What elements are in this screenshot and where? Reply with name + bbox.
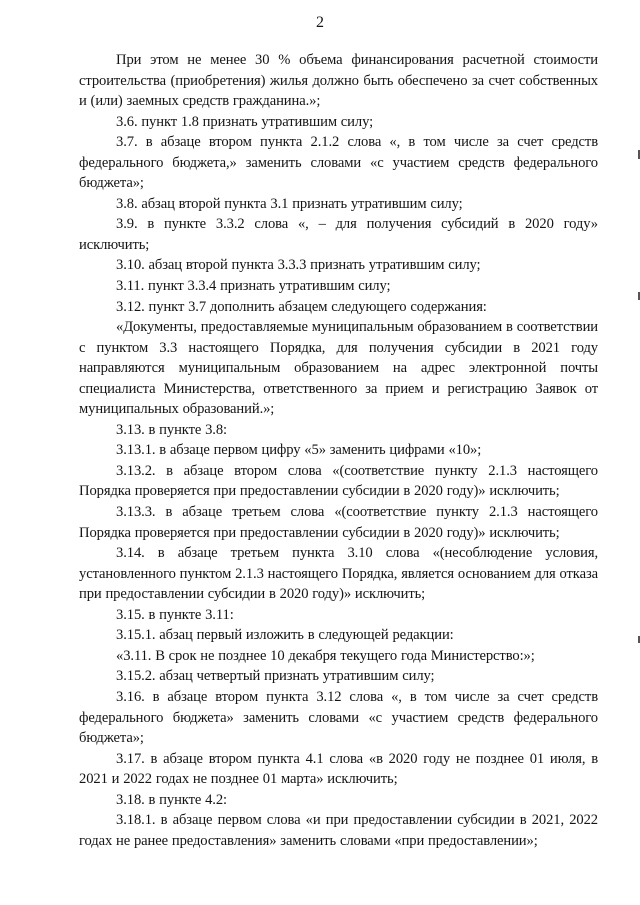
paragraph: 3.9. в пункте 3.3.2 слова «, – для получения субсидий в 2020 году» исключить;	[79, 216, 598, 253]
paragraph: 3.6. пункт 1.8 признать утратившим силу;	[116, 113, 374, 130]
paragraph: 3.18. в пункте 4.2:	[116, 791, 227, 808]
paragraph: 3.13.1. в абзаце первом цифру «5» заменить цифрами «10»;	[116, 442, 482, 459]
paragraph: «3.11. В срок не позднее 10 декабря текущего года Министерство:»;	[116, 647, 535, 664]
paragraph: 3.13.3. в абзаце третьем слова «(соответствие пункту 2.1.3 настоящего Порядка проверяется при предоставлении субсидии в 2020 году)» исключить;	[79, 504, 598, 541]
paragraph: 3.15.2. абзац четвертый признать утратившим силу;	[116, 668, 435, 685]
paragraph: 3.15.1. абзац первый изложить в следующей редакции:	[116, 627, 454, 644]
paragraph: 3.17. в абзаце втором пункта 4.1 слова «в 2020 году не позднее 01 июля, в 2021 и 2022 годах не позднее 01 марта» исключить;	[79, 750, 598, 788]
paragraph: 3.11. пункт 3.3.4 признать утратившим силу;	[116, 278, 391, 295]
paragraph: 3.14. в абзаце третьем пункта 3.10 слова «(несоблюдение условия, установленного пунктом 2.1.3 настоящего Порядка, является основанием для отказа при предоставлении субсидии в 2020 году)» исключить;	[79, 545, 598, 603]
paragraph: 3.13.2. в абзаце втором слова «(соответствие пункту 2.1.3 настоящего Порядка проверяется при предоставлении субсидии в 2020 году)» исключить;	[79, 462, 598, 500]
document-body	[79, 50, 598, 851]
page-number: 2	[316, 14, 324, 31]
paragraph: 3.7. в абзаце втором пункта 2.1.2 слова «, в том числе за счет средств федерального бюджета,» заменить словами «с участием средств федерального бюджета»;	[79, 134, 598, 192]
paragraph: 3.18.1. в абзаце первом слова «и при предоставлении субсидии в 2021, 2022 годах не ранее предоставления» заменить словами «при предоставлении»;	[79, 812, 598, 849]
paragraph: 3.10. абзац второй пункта 3.3.3 признать утратившим силу;	[116, 257, 481, 274]
paragraph: 3.15. в пункте 3.11:	[116, 606, 234, 623]
paragraph: 3.13. в пункте 3.8:	[116, 421, 227, 438]
paragraph: 3.8. абзац второй пункта 3.1 признать утратившим силу;	[116, 195, 463, 212]
paragraph: 3.16. в абзаце втором пункта 3.12 слова «, в том числе за счет средств федерального бюджета» заменить словами «с участием средств федерального бюджета»;	[79, 688, 598, 747]
paragraph: 3.12. пункт 3.7 дополнить абзацем следующего содержания:	[116, 298, 487, 315]
paragraph: При этом не менее 30 % объема финансирования расчетной стоимости строительства (приобретения) жилья должно быть обеспечено за счет собственных и (или) заемных средств гражданина.»;	[79, 52, 598, 110]
paragraph: «Документы, предоставляемые муниципальным образованием в соответствии с пунктом 3.3 настоящего Порядка, для получения субсидии в 2021 году направляются муниципальным образованием на адрес электронной почты специалиста Министерства, ответственного за прием и регистрацию Заявок от муниципальных образований.»;	[79, 319, 598, 418]
